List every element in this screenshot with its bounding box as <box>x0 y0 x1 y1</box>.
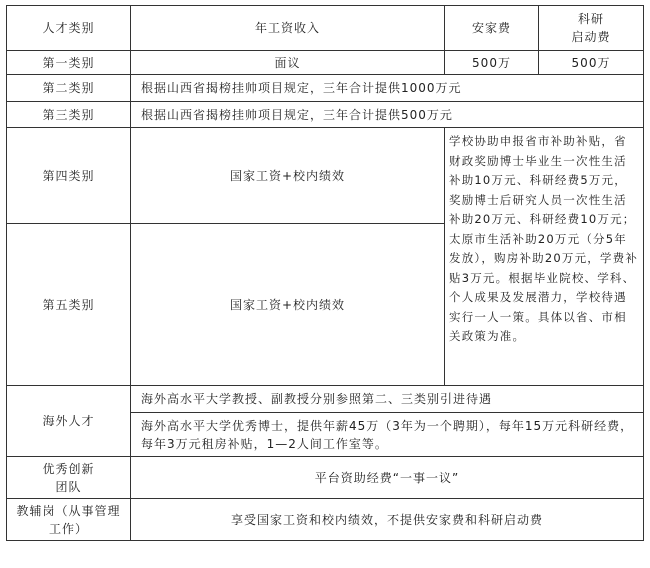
header-research-fee-line2: 启动费 <box>571 30 611 44</box>
team-category-line1: 优秀创新 <box>42 461 95 476</box>
row2-category: 第二类别 <box>7 75 131 102</box>
row5-salary: 国家工资+校内绩效 <box>131 224 445 386</box>
staff-text: 享受国家工资和校内绩效，不提供安家费和科研启动费 <box>131 499 644 541</box>
table-row <box>7 386 644 413</box>
row1-category: 第一类别 <box>7 51 131 75</box>
talent-table-wrapper <box>6 5 644 541</box>
table-row <box>7 75 644 102</box>
header-row <box>7 6 644 51</box>
overseas-category: 海外人才 <box>7 386 131 457</box>
row2-text: 根据山西省揭榜挂帅项目规定，三年合计提供1000万元 <box>131 75 644 102</box>
team-text: 平台资助经费“一事一议” <box>131 457 644 499</box>
talent-benefits-table <box>6 5 644 541</box>
staff-category: 教辅岗（从事管理工作） <box>7 499 131 541</box>
row4-salary: 国家工资+校内绩效 <box>131 128 445 224</box>
team-category <box>7 457 131 499</box>
table-row <box>7 128 644 224</box>
row5-category: 第五类别 <box>7 224 131 386</box>
header-research-fee <box>539 6 644 51</box>
header-salary: 年工资收入 <box>131 6 445 51</box>
row3-text: 根据山西省揭榜挂帅项目规定，三年合计提供500万元 <box>131 102 644 128</box>
table-row <box>7 457 644 499</box>
team-category-line2: 团队 <box>55 479 82 494</box>
table-row <box>7 51 644 75</box>
header-settle-fee: 安家费 <box>445 6 539 51</box>
row45-policy-note: 学校协助申报省市补助补贴，省财政奖励博士毕业生一次性生活补助10万元、科研经费5万元，奖励博士后研究人员一次性生活补助20万元、科研经费10万元；太原市生活补助20万元（分5年发放），购房补助20万元，学费补贴3万元。根据毕业院校、学科、个人成果及发展潜力，学校待遇实行一人一策。具体以省、市相关政策为准。 <box>445 128 644 386</box>
overseas-text1: 海外高水平大学教授、副教授分别参照第二、三类别引进待遇 <box>131 386 644 413</box>
row4-category: 第四类别 <box>7 128 131 224</box>
table-row <box>7 102 644 128</box>
row1-settle-fee: 500万 <box>445 51 539 75</box>
header-research-fee-line1: 科研 <box>577 12 604 26</box>
row3-category: 第三类别 <box>7 102 131 128</box>
overseas-text2: 海外高水平大学优秀博士，提供年薪45万（3年为一个聘期），每年15万元科研经费，每年3万元租房补贴，1—2人间工作室等。 <box>131 413 644 457</box>
header-category: 人才类别 <box>7 6 131 51</box>
table-row <box>7 499 644 541</box>
row1-salary: 面议 <box>131 51 445 75</box>
row1-research-fee: 500万 <box>539 51 644 75</box>
